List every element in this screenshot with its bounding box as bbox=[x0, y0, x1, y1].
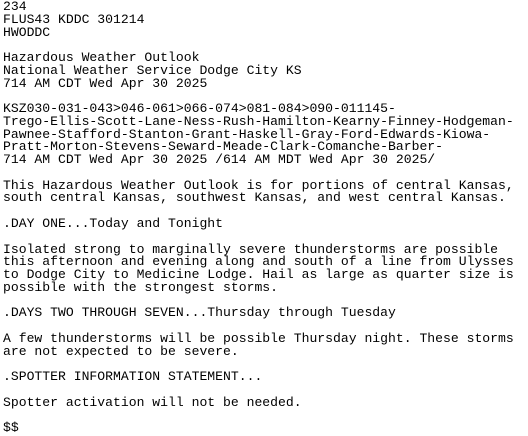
product-line: FLUS43 KDDC 301214 bbox=[3, 11, 145, 27]
product-line: to Dodge City to Medicine Lodge. Hail as large as quarter size is bbox=[3, 267, 514, 283]
product-line: south central Kansas, southwest Kansas, and west central Kansas. bbox=[3, 190, 506, 206]
product-line: Pawnee-Stafford-Stanton-Grant-Haskell-Gray-Ford-Edwards-Kiowa- bbox=[3, 126, 491, 142]
product-line: Spotter activation will not be needed. bbox=[3, 394, 302, 410]
product-line: 234 bbox=[3, 0, 27, 14]
product-line: 714 AM CDT Wed Apr 30 2025 /614 AM MDT Wed Apr 30 2025/ bbox=[3, 152, 436, 168]
product-line: Pratt-Morton-Stevens-Seward-Meade-Clark-Comanche-Barber- bbox=[3, 139, 444, 155]
weather-product-text bbox=[3, 1, 514, 435]
product-line: .SPOTTER INFORMATION STATEMENT... bbox=[3, 369, 263, 385]
product-line: National Weather Service Dodge City KS bbox=[3, 62, 302, 78]
product-line: This Hazardous Weather Outlook is for portions of central Kansas, bbox=[3, 177, 514, 193]
product-line: KSZ030-031-043>046-061>066-074>081-084>090-011145- bbox=[3, 101, 396, 117]
product-line: HWODDC bbox=[3, 24, 51, 40]
product-line: .DAYS TWO THROUGH SEVEN...Thursday through Tuesday bbox=[3, 305, 396, 321]
product-line: are not expected to be severe. bbox=[3, 343, 239, 359]
product-line: A few thunderstorms will be possible Thursday night. These storms bbox=[3, 330, 514, 346]
product-line: Hazardous Weather Outlook bbox=[3, 50, 200, 66]
product-line: this afternoon and evening along and south of a line from Ulysses bbox=[3, 254, 514, 270]
blank-line bbox=[3, 410, 514, 423]
product-line: Trego-Ellis-Scott-Lane-Ness-Rush-Hamilton-Kearny-Finney-Hodgeman- bbox=[3, 113, 514, 129]
product-line: .DAY ONE...Today and Tonight bbox=[3, 216, 224, 232]
product-line: Isolated strong to marginally severe thunderstorms are possible bbox=[3, 241, 499, 257]
product-line: $$ bbox=[3, 420, 19, 436]
product-line: possible with the strongest storms. bbox=[3, 279, 279, 295]
product-line: 714 AM CDT Wed Apr 30 2025 bbox=[3, 75, 208, 91]
